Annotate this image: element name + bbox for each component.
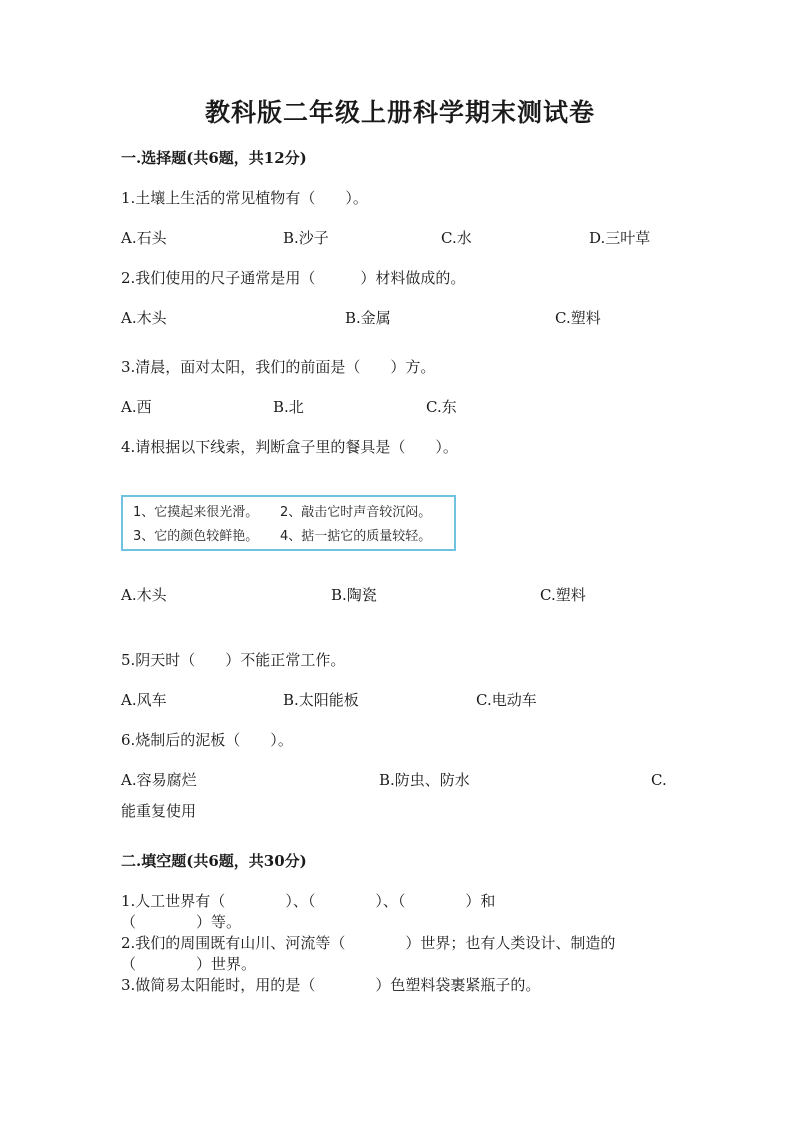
clue-3: 3、它的颜色较鲜艳。 [133,529,259,544]
section-heading-fill: 二.填空题(共6题，共30分) [121,852,307,870]
question-1-option-b: B.沙子 [283,229,329,247]
question-6-option-c-label: C. [651,771,667,789]
question-6-option-b: B.防虫、防水 [379,771,470,789]
question-3-option-c: C.东 [426,398,457,416]
question-2-option-a: A.木头 [121,309,167,327]
question-2-option-b: B.金属 [345,309,391,327]
question-2-option-c: C.塑料 [555,309,601,327]
question-5-stem: 5.阴天时（ ）不能正常工作。 [121,651,346,669]
question-3-stem: 3.清晨，面对太阳，我们的前面是（ ）方。 [121,358,436,376]
fill-question-1-line2: （ ）等。 [121,913,242,931]
clue-box [121,495,456,551]
question-3-option-a: A.西 [121,398,152,416]
clue-1: 1、它摸起来很光滑。 [133,505,259,520]
question-2-stem: 2.我们使用的尺子通常是用（ ）材料做成的。 [121,269,466,287]
question-5-option-b: B.太阳能板 [283,691,359,709]
page-title: 教科版二年级上册科学期末测试卷 [204,98,595,127]
fill-question-2-line1: 2.我们的周围既有山川、河流等（ ）世界；也有人类设计、制造的 [121,934,616,952]
question-5-option-c: C.电动车 [476,691,537,709]
question-6-stem: 6.烧制后的泥板（ ）。 [121,731,293,749]
question-5-option-a: A.风车 [121,691,167,709]
question-4-option-b: B.陶瓷 [331,586,377,604]
question-4-option-c: C.塑料 [540,586,586,604]
question-6-option-c-text: 能重复使用 [121,802,197,820]
clue-2: 2、敲击它时声音较沉闷。 [280,505,432,520]
question-3-option-b: B.北 [273,398,304,416]
question-1-option-d: D.三叶草 [589,229,651,247]
fill-question-1-line1: 1.人工世界有（ ）、（ ）、（ ）和 [121,892,496,910]
question-4-stem: 4.请根据以下线索，判断盒子里的餐具是（ ）。 [121,438,458,456]
clue-4: 4、掂一掂它的质量较轻。 [280,529,432,544]
fill-question-2-line2: （ ）世界。 [121,955,257,973]
fill-question-3-line1: 3.做简易太阳能时，用的是（ ）色塑料袋裹紧瓶子的。 [121,976,541,994]
question-1-stem: 1.土壤上生活的常见植物有（ ）。 [121,189,368,207]
question-4-option-a: A.木头 [121,586,167,604]
question-1-option-c: C.水 [441,229,472,247]
question-1-option-a: A.石头 [121,229,167,247]
section-heading-choice: 一.选择题(共6题，共12分) [121,149,307,167]
question-6-option-a: A.容易腐烂 [121,771,197,789]
